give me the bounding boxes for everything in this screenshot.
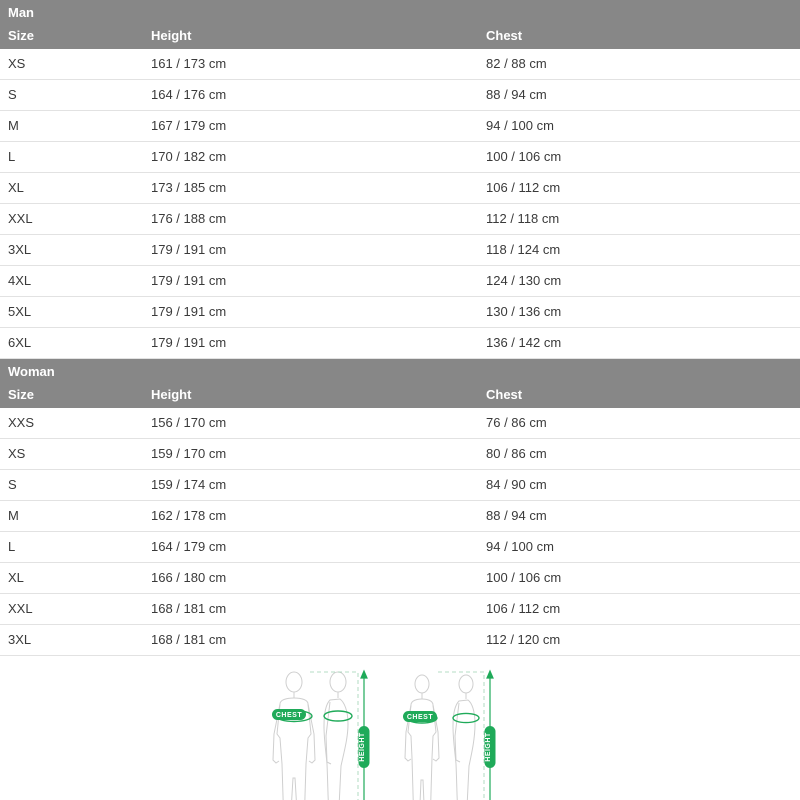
chest-label-male: [272, 709, 306, 720]
cell-height: 168 / 181 cm: [143, 625, 478, 656]
cell-height: 164 / 176 cm: [143, 80, 478, 111]
size-table-woman: [0, 359, 800, 656]
column-header-chest: Chest: [478, 383, 800, 408]
cell-chest: 82 / 88 cm: [478, 49, 800, 80]
column-header-height: Height: [143, 24, 478, 49]
cell-height: 179 / 191 cm: [143, 297, 478, 328]
cell-size: XXS: [0, 408, 143, 439]
table-row: [0, 501, 800, 532]
cell-chest: 118 / 124 cm: [478, 235, 800, 266]
cell-chest: 130 / 136 cm: [478, 297, 800, 328]
measurement-figure: [0, 656, 800, 800]
cell-size: XS: [0, 439, 143, 470]
table-row: [0, 439, 800, 470]
female-side-figure: [453, 675, 475, 800]
table-row: [0, 297, 800, 328]
cell-height: 176 / 188 cm: [143, 204, 478, 235]
cell-height: 161 / 173 cm: [143, 49, 478, 80]
cell-size: 3XL: [0, 625, 143, 656]
cell-chest: 100 / 106 cm: [478, 563, 800, 594]
cell-chest: 88 / 94 cm: [478, 80, 800, 111]
group-header-man: [0, 0, 800, 24]
cell-height: 173 / 185 cm: [143, 173, 478, 204]
cell-chest: 106 / 112 cm: [478, 594, 800, 625]
cell-height: 170 / 182 cm: [143, 142, 478, 173]
table-row: [0, 173, 800, 204]
svg-text:HEIGHT: HEIGHT: [359, 732, 366, 762]
cell-size: 6XL: [0, 328, 143, 359]
cell-height: 162 / 178 cm: [143, 501, 478, 532]
table-row: [0, 204, 800, 235]
cell-size: S: [0, 470, 143, 501]
table-row: [0, 563, 800, 594]
group-header-woman: [0, 359, 800, 383]
group-title-woman: Woman: [0, 359, 800, 383]
column-header-height: Height: [143, 383, 478, 408]
cell-size: S: [0, 80, 143, 111]
cell-chest: 112 / 118 cm: [478, 204, 800, 235]
column-header-chest: Chest: [478, 24, 800, 49]
cell-height: 159 / 174 cm: [143, 470, 478, 501]
table-row: [0, 532, 800, 563]
cell-chest: 112 / 120 cm: [478, 625, 800, 656]
cell-chest: 76 / 86 cm: [478, 408, 800, 439]
height-label-female: [485, 726, 496, 768]
cell-size: M: [0, 501, 143, 532]
column-header-size: Size: [0, 24, 143, 49]
table-row: [0, 266, 800, 297]
cell-size: XXL: [0, 594, 143, 625]
cell-height: 179 / 191 cm: [143, 328, 478, 359]
svg-text:CHEST: CHEST: [406, 714, 434, 721]
cell-size: 4XL: [0, 266, 143, 297]
cell-size: L: [0, 142, 143, 173]
cell-chest: 124 / 130 cm: [478, 266, 800, 297]
cell-height: 166 / 180 cm: [143, 563, 478, 594]
male-front-figure: [273, 672, 315, 800]
table-row: [0, 625, 800, 656]
chest-label-female: [403, 711, 437, 722]
table-row: [0, 111, 800, 142]
cell-chest: 94 / 100 cm: [478, 532, 800, 563]
cell-size: XS: [0, 49, 143, 80]
column-header-woman: [0, 383, 800, 408]
cell-height: 164 / 179 cm: [143, 532, 478, 563]
cell-chest: 106 / 112 cm: [478, 173, 800, 204]
cell-size: XL: [0, 173, 143, 204]
cell-chest: 88 / 94 cm: [478, 501, 800, 532]
size-table-man: [0, 0, 800, 359]
svg-text:CHEST: CHEST: [275, 712, 303, 719]
cell-height: 159 / 170 cm: [143, 439, 478, 470]
table-row: [0, 49, 800, 80]
cell-chest: 80 / 86 cm: [478, 439, 800, 470]
table-row: [0, 408, 800, 439]
cell-height: 156 / 170 cm: [143, 408, 478, 439]
female-front-figure: [405, 675, 439, 800]
cell-chest: 84 / 90 cm: [478, 470, 800, 501]
column-header-man: [0, 24, 800, 49]
group-title-man: Man: [0, 0, 800, 24]
cell-chest: 94 / 100 cm: [478, 111, 800, 142]
table-row: [0, 235, 800, 266]
cell-chest: 136 / 142 cm: [478, 328, 800, 359]
cell-size: XL: [0, 563, 143, 594]
table-row: [0, 80, 800, 111]
table-row: [0, 470, 800, 501]
cell-chest: 100 / 106 cm: [478, 142, 800, 173]
cell-size: 5XL: [0, 297, 143, 328]
column-header-size: Size: [0, 383, 143, 408]
cell-height: 167 / 179 cm: [143, 111, 478, 142]
measure-guides: [310, 672, 484, 800]
cell-size: L: [0, 532, 143, 563]
measurement-diagram-svg: [250, 668, 550, 800]
cell-size: 3XL: [0, 235, 143, 266]
table-row: [0, 328, 800, 359]
cell-height: 179 / 191 cm: [143, 235, 478, 266]
table-row: [0, 142, 800, 173]
male-side-figure: [324, 672, 348, 800]
cell-size: XXL: [0, 204, 143, 235]
cell-size: M: [0, 111, 143, 142]
table-row: [0, 594, 800, 625]
svg-text:HEIGHT: HEIGHT: [485, 732, 492, 762]
cell-height: 179 / 191 cm: [143, 266, 478, 297]
height-label-male: [359, 726, 370, 768]
cell-height: 168 / 181 cm: [143, 594, 478, 625]
